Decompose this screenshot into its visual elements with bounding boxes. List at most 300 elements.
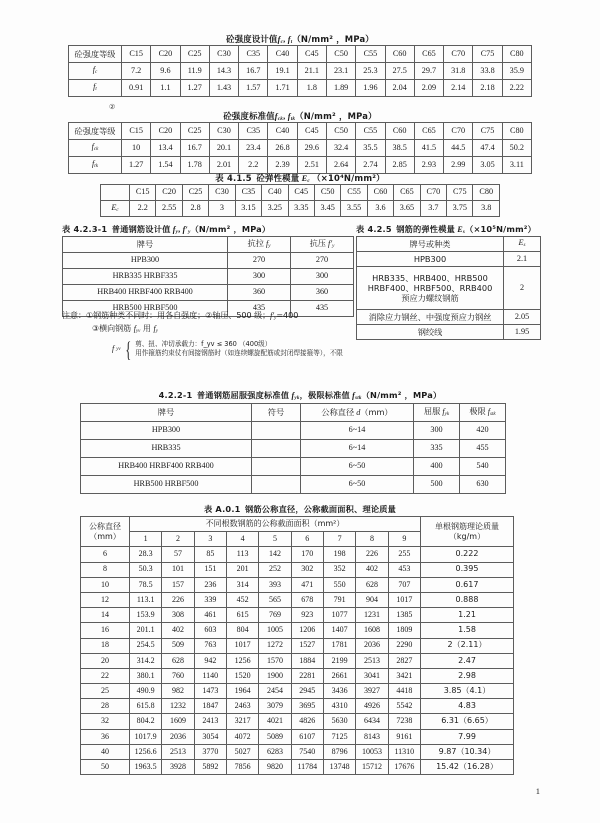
rebar-area-header-count-7: 8 (356, 532, 388, 547)
notes-brace-line-1: 剪、扭、冲切承载力：f_yv ≤ 360 （400级） (135, 339, 272, 348)
concrete-modulus-grade-9: C60 (367, 185, 393, 201)
notes-line-2-mid: 用 (140, 323, 154, 333)
rebar-area-value: 7125 (323, 729, 355, 744)
concrete-modulus-cell: 3.45 (314, 201, 340, 217)
rebar-yield-diameter: 6~50 (301, 458, 414, 476)
concrete-modulus-cell: 2.8 (182, 201, 208, 217)
concrete-design-row-label-0: $f_c$ (69, 63, 122, 80)
concrete-design-cell: 23.1 (326, 63, 355, 80)
rebar-area-value: 113.1 (130, 592, 162, 607)
rebar-area-value: 550 (323, 577, 355, 592)
rebar-yield-caption-cn2: ，极限标准值 (299, 390, 350, 400)
rebar-area-header-mass: 单根钢筋理论质量 （kg/m） (421, 517, 514, 547)
rebar-modulus-caption-sym: E (457, 225, 463, 234)
notes-line-2 (92, 323, 392, 336)
concrete-design-cell: 2.09 (414, 80, 443, 97)
rebar-area-header-count-1: 2 (162, 532, 194, 547)
rebar-area-caption-cn: 钢筋公称直径，公称截面面积、理论质量 (245, 504, 397, 514)
rebar-area-row (81, 592, 514, 607)
concrete-design-caption: 砼强度设计值$f_c$, $f_t(N$/mm² ，MPa） (226, 34, 374, 46)
concrete-design-cell: 1.43 (209, 80, 238, 97)
concrete-modulus-grade-11: C70 (420, 185, 446, 201)
concrete-modulus-grade-12: C75 (447, 185, 473, 201)
rebar-modulus-caption-number: 表 4.2.5 (356, 224, 392, 234)
rebar-area-diameter: 20 (81, 653, 130, 668)
concrete-design-grade-1: C20 (151, 46, 180, 63)
rebar-area-value: 678 (291, 592, 323, 607)
rebar-area-value: 5630 (323, 714, 355, 729)
rebar-area-value: 11784 (291, 760, 323, 775)
rebar-area-mass: 2.98 (421, 668, 514, 683)
rebar-yield-value: 335 (414, 440, 460, 458)
rebar-area-value: 1256 (226, 653, 258, 668)
concrete-design-cell: 25.3 (356, 63, 385, 80)
concrete-design-cell: 2.18 (473, 80, 502, 97)
notes-block (62, 310, 392, 362)
concrete-design-data-row (69, 63, 532, 80)
concrete-modulus-data-row (101, 201, 500, 217)
rebar-area-value: 8143 (356, 729, 388, 744)
concrete-modulus-grade-13: C80 (473, 185, 500, 201)
concrete-modulus-grade-1: C20 (156, 185, 182, 201)
notes-brace-row (112, 336, 392, 362)
notes-line-1-text: 注意：①钢筋种类不同时：用各自强度；②轴压、500 级； (62, 311, 271, 320)
rebar-yield-caption-sym2: f (352, 391, 356, 400)
rebar-area-mass: 0.395 (421, 562, 514, 577)
rebar-area-value: 3770 (194, 744, 226, 759)
concrete-design-cell: 9.6 (151, 63, 180, 80)
rebar-area-mass: 3.85（4.1） (421, 684, 514, 699)
rebar-area-row (81, 562, 514, 577)
rebar-area-value: 15712 (356, 760, 388, 775)
concrete-design-grade-12: C75 (473, 46, 502, 63)
notes-line-2-sym2: f (153, 323, 156, 333)
concrete-standard-cell: 2.64 (326, 157, 355, 174)
rebar-area-value: 2945 (291, 684, 323, 699)
rebar-modulus-value: 1.95 (504, 325, 541, 340)
rebar-yield-row (81, 458, 506, 476)
notes-brace-label-sym: f (112, 344, 115, 354)
rebar-area-header-count-0: 1 (130, 532, 162, 547)
rebar-area-diameter: 40 (81, 744, 130, 759)
rebar-area-mass: 4.83 (421, 699, 514, 714)
rebar-area-mass: 9.87（10.34） (421, 744, 514, 759)
rebar-area-value: 198 (323, 547, 355, 562)
rebar-yield-symbol (252, 458, 301, 476)
rebar-design-compression: 435 (291, 301, 354, 317)
rebar-area-caption (0, 504, 600, 515)
concrete-standard-cell: 35.5 (356, 140, 385, 157)
concrete-design-cell: 1.1 (151, 80, 180, 97)
concrete-design-caption-unit: （N/mm² ，MPa） (292, 34, 374, 44)
rebar-design-caption-sym1: f (172, 225, 176, 234)
rebar-area-row (81, 729, 514, 744)
rebar-design-tension: 360 (228, 285, 291, 301)
rebar-yield-header-ultimate: 极限 $f_{stk}$ (460, 404, 506, 422)
rebar-area-value: 1527 (291, 638, 323, 653)
concrete-design-grade-2: C25 (180, 46, 209, 63)
concrete-design-cell: 2.22 (502, 80, 531, 97)
concrete-standard-grade-4: C35 (239, 123, 268, 140)
concrete-standard-data-row (69, 140, 532, 157)
concrete-design-cell: 2.14 (444, 80, 473, 97)
concrete-modulus-caption-cn: 砼弹性模量 (256, 173, 300, 183)
rebar-design-brand: HRB500 HRBF500 (63, 301, 228, 317)
rebar-area-header-count-8: 9 (388, 532, 420, 547)
rebar-yield-row (81, 422, 506, 440)
rebar-area-value: 142 (259, 547, 291, 562)
rebar-area-diameter: 36 (81, 729, 130, 744)
rebar-area-value: 1272 (259, 638, 291, 653)
concrete-standard-caption-sym1-sub: ck (277, 116, 284, 123)
rebar-area-diameter: 32 (81, 714, 130, 729)
concrete-standard-row-label-1: $f_{tk}$ (69, 157, 122, 174)
rebar-area-value: 707 (388, 577, 420, 592)
rebar-area-value: 10053 (356, 744, 388, 759)
rebar-yield-caption-sym1-sub: yk (294, 395, 300, 402)
notes-line-1-sub: y (274, 316, 277, 322)
concrete-modulus-cell: 3.6 (367, 201, 393, 217)
concrete-design-cell: 11.9 (180, 63, 209, 80)
concrete-design-cell: 1.71 (268, 80, 297, 97)
rebar-area-value: 1231 (356, 608, 388, 623)
rebar-modulus-kind: 钢绞线 (357, 325, 504, 340)
notes-brace-lines (135, 340, 343, 360)
rebar-area-value: 2036 (162, 729, 194, 744)
rebar-area-value: 3928 (162, 760, 194, 775)
notes-line-2-sub2: y (155, 328, 158, 334)
rebar-area-value: 3927 (356, 684, 388, 699)
concrete-standard-cell: 29.6 (297, 140, 326, 157)
concrete-standard-grade-0: C15 (122, 123, 151, 140)
rebar-area-value: 1884 (291, 653, 323, 668)
rebar-area-value: 2661 (323, 668, 355, 683)
rebar-area-value: 2199 (323, 653, 355, 668)
table-concrete-standard-values (68, 122, 532, 174)
concrete-standard-grade-12: C75 (473, 123, 502, 140)
rebar-area-mass: 0.617 (421, 577, 514, 592)
rebar-modulus-kind: 消除应力钢丝、中强度预应力钢丝 (357, 310, 504, 325)
rebar-area-value: 4418 (388, 684, 420, 699)
rebar-design-caption: 表 4.2.3-1 普通钢筋设计值 $f_y$, $f'_y(N$/mm² ，MPa） (62, 224, 271, 236)
rebar-area-value: 5089 (259, 729, 291, 744)
concrete-standard-grade-8: C55 (356, 123, 385, 140)
concrete-standard-cell: 23.4 (239, 140, 268, 157)
rebar-design-compression: 270 (291, 253, 354, 269)
concrete-design-cell: 19.1 (268, 63, 297, 80)
rebar-area-header-group: 不同根数钢筋的公称截面面积（mm²） (130, 517, 421, 532)
rebar-area-value: 769 (259, 608, 291, 623)
rebar-area-value: 314.2 (130, 653, 162, 668)
rebar-area-value: 6434 (356, 714, 388, 729)
concrete-standard-grade-6: C45 (297, 123, 326, 140)
notes-line-2-prefix: ③横向钢筋 (92, 323, 134, 333)
rebar-area-value: 791 (323, 592, 355, 607)
rebar-area-row (81, 547, 514, 562)
concrete-modulus-cell: 3.75 (447, 201, 473, 217)
rebar-modulus-value: 2.1 (504, 252, 541, 267)
rebar-area-value: 1256.6 (130, 744, 162, 759)
rebar-area-value: 4021 (259, 714, 291, 729)
rebar-area-value: 1809 (388, 623, 420, 638)
concrete-standard-cell: 10 (122, 140, 151, 157)
rebar-area-value: 923 (291, 608, 323, 623)
rebar-area-diameter: 12 (81, 592, 130, 607)
rebar-area-value: 236 (194, 577, 226, 592)
concrete-design-cell: 1.8 (297, 80, 326, 97)
rebar-area-value: 3217 (226, 714, 258, 729)
rebar-yield-diameter: 6~14 (301, 440, 414, 458)
rebar-yield-row (81, 476, 506, 494)
rebar-yield-brand: HRB400 HRBF400 RRB400 (81, 458, 252, 476)
concrete-modulus-cell: 3.8 (473, 201, 500, 217)
concrete-standard-caption-sym2-sub: tk (290, 116, 296, 123)
rebar-area-value: 2290 (388, 638, 420, 653)
concrete-design-grade-10: C65 (414, 46, 443, 63)
concrete-modulus-grade-3: C30 (209, 185, 235, 201)
rebar-ultimate-value: 420 (460, 422, 506, 440)
concrete-design-grade-0: C15 (122, 46, 151, 63)
concrete-standard-cell: 47.4 (473, 140, 502, 157)
rebar-area-value: 1017.9 (130, 729, 162, 744)
rebar-yield-caption-unit: （N/mm² ，MPa） (361, 390, 442, 400)
rebar-design-brand: HRB400 HRBF400 RRB400 (63, 285, 228, 301)
rebar-area-value: 1608 (356, 623, 388, 638)
rebar-yield-caption (0, 390, 600, 401)
rebar-area-value: 2413 (194, 714, 226, 729)
rebar-area-value: 1206 (291, 623, 323, 638)
concrete-design-grade-11: C70 (444, 46, 473, 63)
rebar-area-row (81, 623, 514, 638)
rebar-area-value: 1140 (194, 668, 226, 683)
rebar-area-value: 628 (162, 653, 194, 668)
concrete-modulus-row-label: $E_c$ (101, 201, 130, 217)
concrete-design-caption-sym1-sub: c (280, 39, 284, 46)
rebar-yield-row (81, 440, 506, 458)
rebar-area-value: 1077 (323, 608, 355, 623)
concrete-design-cell: 1.89 (326, 80, 355, 97)
rebar-area-value: 982 (162, 684, 194, 699)
rebar-yield-brand: HPB300 (81, 422, 252, 440)
concrete-standard-grade-1: C20 (151, 123, 180, 140)
rebar-area-diameter: 6 (81, 547, 130, 562)
concrete-design-cell: 21.1 (297, 63, 326, 80)
rebar-area-caption-number: 表 A.0.1 (203, 504, 241, 514)
rebar-area-value: 314 (226, 577, 258, 592)
rebar-yield-header-row (81, 404, 506, 422)
rebar-area-value: 509 (162, 638, 194, 653)
concrete-standard-cell: 1.54 (151, 157, 180, 174)
concrete-standard-grade-11: C70 (444, 123, 473, 140)
rebar-area-value: 6283 (259, 744, 291, 759)
rebar-area-value: 1964 (226, 684, 258, 699)
rebar-area-value: 804 (226, 623, 258, 638)
concrete-design-cell: 7.2 (122, 63, 151, 80)
concrete-design-cell: 31.8 (444, 63, 473, 80)
rebar-area-value: 5542 (388, 699, 420, 714)
rebar-area-value: 7540 (291, 744, 323, 759)
concrete-design-cell: 33.8 (473, 63, 502, 80)
concrete-standard-cell: 32.4 (326, 140, 355, 157)
concrete-standard-grade-13: C80 (502, 123, 531, 140)
rebar-area-value: 461 (194, 608, 226, 623)
rebar-area-mass: 2.47 (421, 653, 514, 668)
table-concrete-design-values (68, 45, 532, 97)
rebar-design-header-brand: 牌号 (63, 237, 228, 253)
table-rebar-yield-ultimate (80, 403, 506, 494)
concrete-design-cell: 35.9 (502, 63, 531, 80)
rebar-modulus-row (357, 267, 541, 310)
rebar-yield-diameter: 6~50 (301, 476, 414, 494)
rebar-area-value: 1017 (226, 638, 258, 653)
concrete-modulus-cell: 3.65 (394, 201, 420, 217)
concrete-standard-cell: 1.27 (122, 157, 151, 174)
concrete-modulus-cell: 3.25 (262, 201, 288, 217)
concrete-standard-cell: 2.99 (444, 157, 473, 174)
concrete-standard-cell: 1.78 (180, 157, 209, 174)
concrete-modulus-cell: 3.55 (341, 201, 367, 217)
rebar-design-tension: 435 (228, 301, 291, 317)
concrete-design-grade-6: C45 (297, 46, 326, 63)
rebar-design-caption-unit: （N/mm² ，MPa） (190, 224, 271, 234)
rebar-area-value: 5027 (226, 744, 258, 759)
concrete-standard-cell: 2.39 (268, 157, 297, 174)
rebar-area-value: 628 (356, 577, 388, 592)
rebar-design-caption-cn: 普通钢筋设计值 (111, 224, 171, 234)
rebar-modulus-caption-cn: 钢筋的弹性模量 (396, 224, 455, 234)
rebar-area-mass: 0.888 (421, 592, 514, 607)
concrete-modulus-grade-7: C50 (314, 185, 340, 201)
rebar-yield-brand: HRB335 (81, 440, 252, 458)
rebar-area-row (81, 668, 514, 683)
rebar-area-row (81, 684, 514, 699)
rebar-area-value: 3436 (323, 684, 355, 699)
rebar-area-diameter: 18 (81, 638, 130, 653)
rebar-yield-value: 500 (414, 476, 460, 494)
rebar-ultimate-value: 630 (460, 476, 506, 494)
rebar-area-value: 255 (388, 547, 420, 562)
rebar-area-row (81, 714, 514, 729)
concrete-design-grade-7: C50 (326, 46, 355, 63)
rebar-design-row (63, 269, 354, 285)
rebar-area-value: 2463 (226, 699, 258, 714)
rebar-area-diameter: 8 (81, 562, 130, 577)
concrete-design-caption-sym2: f (287, 35, 291, 44)
concrete-modulus-grade-5: C40 (262, 185, 288, 201)
concrete-standard-cell: 38.5 (385, 140, 414, 157)
rebar-area-value: 3421 (388, 668, 420, 683)
notes-line-1-value: =400 (276, 311, 299, 320)
rebar-area-value: 565 (259, 592, 291, 607)
concrete-standard-caption: 砼强度标准值$f_{ck}$, $f_{tk}(N$/mm² ，MPa） (223, 111, 377, 123)
rebar-area-value: 3041 (356, 668, 388, 683)
rebar-area-value: 1963.5 (130, 760, 162, 775)
rebar-area-value: 804.2 (130, 714, 162, 729)
rebar-area-value: 615 (226, 608, 258, 623)
rebar-area-value: 4310 (323, 699, 355, 714)
concrete-design-caption-sym2-sub: t (290, 39, 293, 46)
rebar-area-mass: 1.21 (421, 608, 514, 623)
rebar-area-value: 1520 (226, 668, 258, 683)
notes-line-1 (62, 310, 392, 323)
concrete-modulus-cell: 3.15 (235, 201, 261, 217)
rebar-area-value: 490.9 (130, 684, 162, 699)
concrete-modulus-caption-number: 表 4.1.5 (215, 173, 252, 183)
rebar-area-value: 28.3 (130, 547, 162, 562)
rebar-area-value: 1017 (388, 592, 420, 607)
concrete-standard-cell: 20.1 (209, 140, 238, 157)
concrete-design-cell: 2.04 (385, 80, 414, 97)
rebar-yield-value: 400 (414, 458, 460, 476)
concrete-standard-caption-sym1: f (274, 112, 278, 121)
rebar-design-caption-sym2-sub: y (188, 229, 191, 236)
concrete-standard-cell: 3.05 (473, 157, 502, 174)
rebar-area-value: 3054 (194, 729, 226, 744)
rebar-yield-header-symbol: 符号 (252, 404, 301, 422)
rebar-modulus-header-kind: 牌号或种类 (357, 237, 504, 252)
concrete-design-caption-cn: 砼强度设计值 (226, 34, 278, 44)
rebar-area-value: 763 (194, 638, 226, 653)
rebar-area-value: 6107 (291, 729, 323, 744)
concrete-standard-cell: 2.74 (356, 157, 385, 174)
rebar-modulus-row (357, 252, 541, 267)
concrete-standard-header-row (69, 123, 532, 140)
rebar-area-mass: 0.222 (421, 547, 514, 562)
rebar-modulus-caption-sym-sub: s (462, 229, 466, 236)
rebar-area-value: 11310 (388, 744, 420, 759)
rebar-area-value: 393 (259, 577, 291, 592)
rebar-area-value: 402 (162, 623, 194, 638)
concrete-modulus-corner (101, 185, 130, 201)
rebar-area-value: 380.1 (130, 668, 162, 683)
rebar-area-value: 1847 (194, 699, 226, 714)
rebar-design-tension: 270 (228, 253, 291, 269)
rebar-modulus-value: 2.05 (504, 310, 541, 325)
rebar-yield-symbol (252, 476, 301, 494)
rebar-ultimate-value: 540 (460, 458, 506, 476)
rebar-area-value: 1385 (388, 608, 420, 623)
rebar-area-mass: 15.42（16.28） (421, 760, 514, 775)
rebar-design-brand: HRB335 HRBF335 (63, 269, 228, 285)
concrete-standard-cell: 41.5 (414, 140, 443, 157)
rebar-area-value: 308 (162, 608, 194, 623)
notes-brace-label-sub: yv (116, 346, 121, 352)
rebar-area-value: 252 (259, 562, 291, 577)
concrete-design-grade-13: C80 (502, 46, 531, 63)
concrete-design-grade-4: C35 (239, 46, 268, 63)
rebar-area-value: 1609 (162, 714, 194, 729)
rebar-area-value: 2036 (356, 638, 388, 653)
rebar-area-value: 5892 (194, 760, 226, 775)
rebar-area-value: 254.5 (130, 638, 162, 653)
rebar-yield-caption-sym1: f (291, 391, 295, 400)
rebar-area-value: 201.1 (130, 623, 162, 638)
rebar-area-header-count-5: 6 (291, 532, 323, 547)
rebar-modulus-kind: HRB335、HRB400、HRB500 HRBF400、HRBF500、RRB400 预应力螺纹钢筋 (357, 267, 504, 310)
concrete-design-grade-5: C40 (268, 46, 297, 63)
rebar-area-row (81, 653, 514, 668)
rebar-area-value: 1005 (259, 623, 291, 638)
rebar-modulus-value: 2 (504, 267, 541, 310)
concrete-standard-cell: 26.8 (268, 140, 297, 157)
rebar-area-value: 302 (291, 562, 323, 577)
concrete-modulus-cell: 3.35 (288, 201, 314, 217)
rebar-design-compression: 360 (291, 285, 354, 301)
rebar-area-header-count-2: 3 (194, 532, 226, 547)
rebar-area-value: 113 (226, 547, 258, 562)
concrete-modulus-grade-2: C25 (182, 185, 208, 201)
concrete-design-cell: 0.91 (122, 80, 151, 97)
